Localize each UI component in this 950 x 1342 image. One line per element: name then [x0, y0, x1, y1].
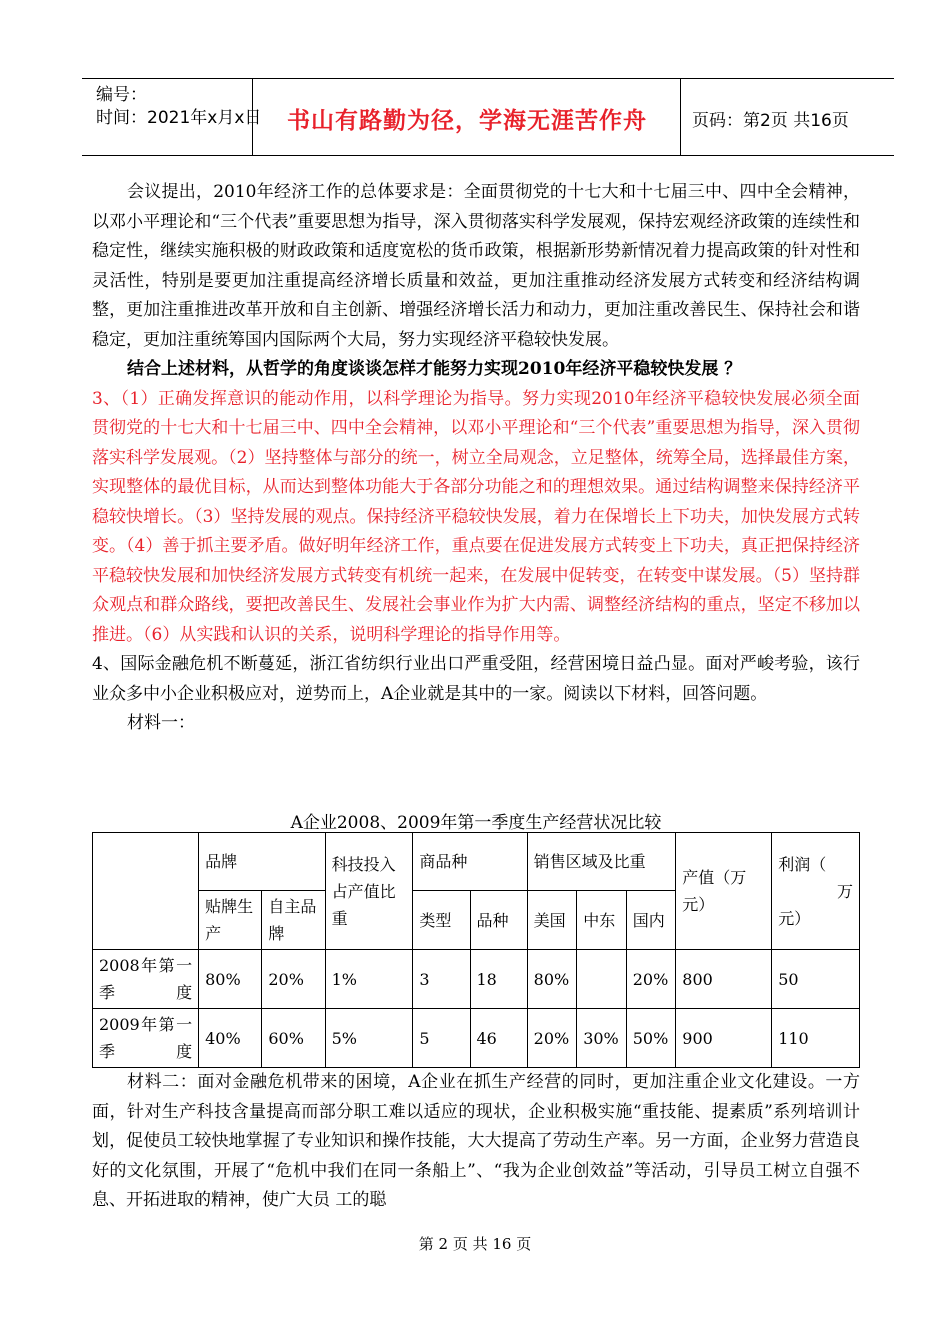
document-body-continued: [92, 1068, 860, 1216]
table-row: [93, 1009, 860, 1068]
header-oem: 贴牌生产: [199, 891, 262, 950]
header-profit-line2: 万: [836, 881, 853, 901]
cell-tech: 5%: [325, 1009, 413, 1068]
number-label: 编号：: [96, 85, 147, 105]
header-items: 品种: [470, 891, 527, 950]
cell-oem: 40%: [199, 1009, 262, 1068]
question: 结合上述材料，从哲学的角度谈谈怎样才能努力实现2010年经济平稳较快发展 ？: [127, 359, 742, 379]
cell-profit: 110: [772, 1009, 860, 1068]
cell-profit: 50: [772, 950, 860, 1009]
cell-middle-east: 30%: [577, 1009, 627, 1068]
header-us: 美国: [527, 891, 577, 950]
document-body: [92, 178, 860, 739]
row-period: 2009年第一季度: [93, 1009, 199, 1068]
header-middle-east: 中东: [577, 891, 627, 950]
cell-own-brand: 60%: [262, 1009, 325, 1068]
header-top-rule: [82, 78, 894, 79]
header-profit-line1: 利润（: [778, 854, 827, 874]
table-row: [93, 950, 860, 1009]
header-own-brand: 自主品牌: [262, 891, 325, 950]
header-region: 销售区域及比重: [527, 833, 676, 891]
header-kinds: 类型: [413, 891, 470, 950]
cell-output: 900: [676, 1009, 772, 1068]
cell-middle-east: [577, 950, 627, 1009]
header-divider: [680, 78, 681, 156]
header-profit-line3: 元）: [778, 908, 811, 928]
header-brand: 品牌: [199, 833, 326, 891]
table-caption: A企业2008、2009年第一季度生产经营状况比较: [290, 813, 662, 833]
header-variety: 商品种: [413, 833, 527, 891]
material-one-label: 材料一：: [127, 713, 195, 733]
header-page-label: 页码：第2页 共16页: [692, 111, 849, 131]
header-output: 产值（万元）: [676, 833, 772, 950]
question-4: 4、国际金融危机不断蔓延，浙江省纺织行业出口严重受阻，经营困境日益凸显。面对严峻考验，该行业众多中小企业积极应对，逆势而上，A企业就是其中的一家。阅读以下材料，回答问题。: [92, 654, 860, 704]
cell-items: 18: [470, 950, 527, 1009]
cell-oem: 80%: [199, 950, 262, 1009]
time-label: 时间：2021年x月x日: [96, 108, 262, 128]
table-corner-cell: [93, 833, 199, 950]
paragraph-meeting: 会议提出，2010年经济工作的总体要求是：全面贯彻党的十七大和十七届三中、四中全会精神，以邓小平理论和“三个代表”重要思想为指导，深入贯彻落实科学发展观，保持宏观经济政策的连续性和稳定性，继续实施积极的财政政策和适度宽松的货币政策，根据新形势新情况着力提高政策的针对性和灵活性，特别是要更加注重提高经济增长质量和效益，更加注重推动经济发展方式转变和经济结构调整，更加注重推进改革开放和自主创新、增强经济增长活力和动力，更加注重改善民生、保持社会和谐稳定，更加注重统筹国内国际两个大局，努力实现经济平稳较快发展。: [92, 182, 860, 350]
cell-output: 800: [676, 950, 772, 1009]
production-table: [92, 832, 860, 1068]
cell-domestic: 50%: [626, 1009, 676, 1068]
material-two: 材料二：面对金融危机带来的困境，A企业在抓生产经营的同时，更加注重企业文化建设。一方面，针对生产科技含量提高而部分职工难以适应的现状，企业积极实施“重技能、提素质”系列培训计划，促使员工较快地掌握了专业知识和操作技能，大大提高了劳动生产率。另一方面，企业努力营造良好的文化氛围，开展了“危机中我们在同一条船上”、“我为企业创效益”等活动，引导员工树立自强不息、开拓进取的精神，使广大员 工的聪: [92, 1072, 860, 1210]
document-header: [82, 78, 894, 158]
row-period: 2008年第一季度: [93, 950, 199, 1009]
cell-kinds: 3: [413, 950, 470, 1009]
cell-tech: 1%: [325, 950, 413, 1009]
header-domestic: 国内: [626, 891, 676, 950]
cell-own-brand: 20%: [262, 950, 325, 1009]
cell-items: 46: [470, 1009, 527, 1068]
header-profit: [772, 833, 860, 950]
header-bottom-rule: [82, 155, 894, 156]
cell-us: 20%: [527, 1009, 577, 1068]
header-motto: 书山有路勤为径，学海无涯苦作舟: [287, 108, 647, 134]
header-tech: 科技投入占产值比重: [325, 833, 413, 950]
header-meta: [96, 84, 261, 130]
cell-us: 80%: [527, 950, 577, 1009]
cell-kinds: 5: [413, 1009, 470, 1068]
answer-3: 3、（1）正确发挥意识的能动作用，以科学理论为指导。努力实现2010年经济平稳较快发展必须全面贯彻党的十七大和十七届三中、四中全会精神，以邓小平理论和“三个代表”重要思想为指导，深入贯彻落实科学发展观。（2）坚持整体与部分的统一，树立全局观念，立足整体，统筹全局，选择最佳方案，实现整体的最优目标，从而达到整体功能大于各部分功能之和的理想效果。通过结构调整来保持经济平稳较快增长。（3）坚持发展的观点。保持经济平稳较快发展，着力在保增长上下功夫，加快发展方式转变。（4）善于抓主要矛盾。做好明年经济工作，重点要在促进发展方式转变上下功夫，真正把保持经济平稳较快发展和加快经济发展方式转变有机统一起来，在发展中促转变，在转变中谋发展。（5）坚持群众观点和群众路线，要把改善民生、发展社会事业作为扩大内需、调整经济结构的重点，坚定不移加以推进。（6）从实践和认识的关系，说明科学理论的指导作用等。: [92, 388, 860, 645]
cell-domestic: 20%: [626, 950, 676, 1009]
page-footer: 第 2 页 共 16 页: [418, 1235, 532, 1253]
